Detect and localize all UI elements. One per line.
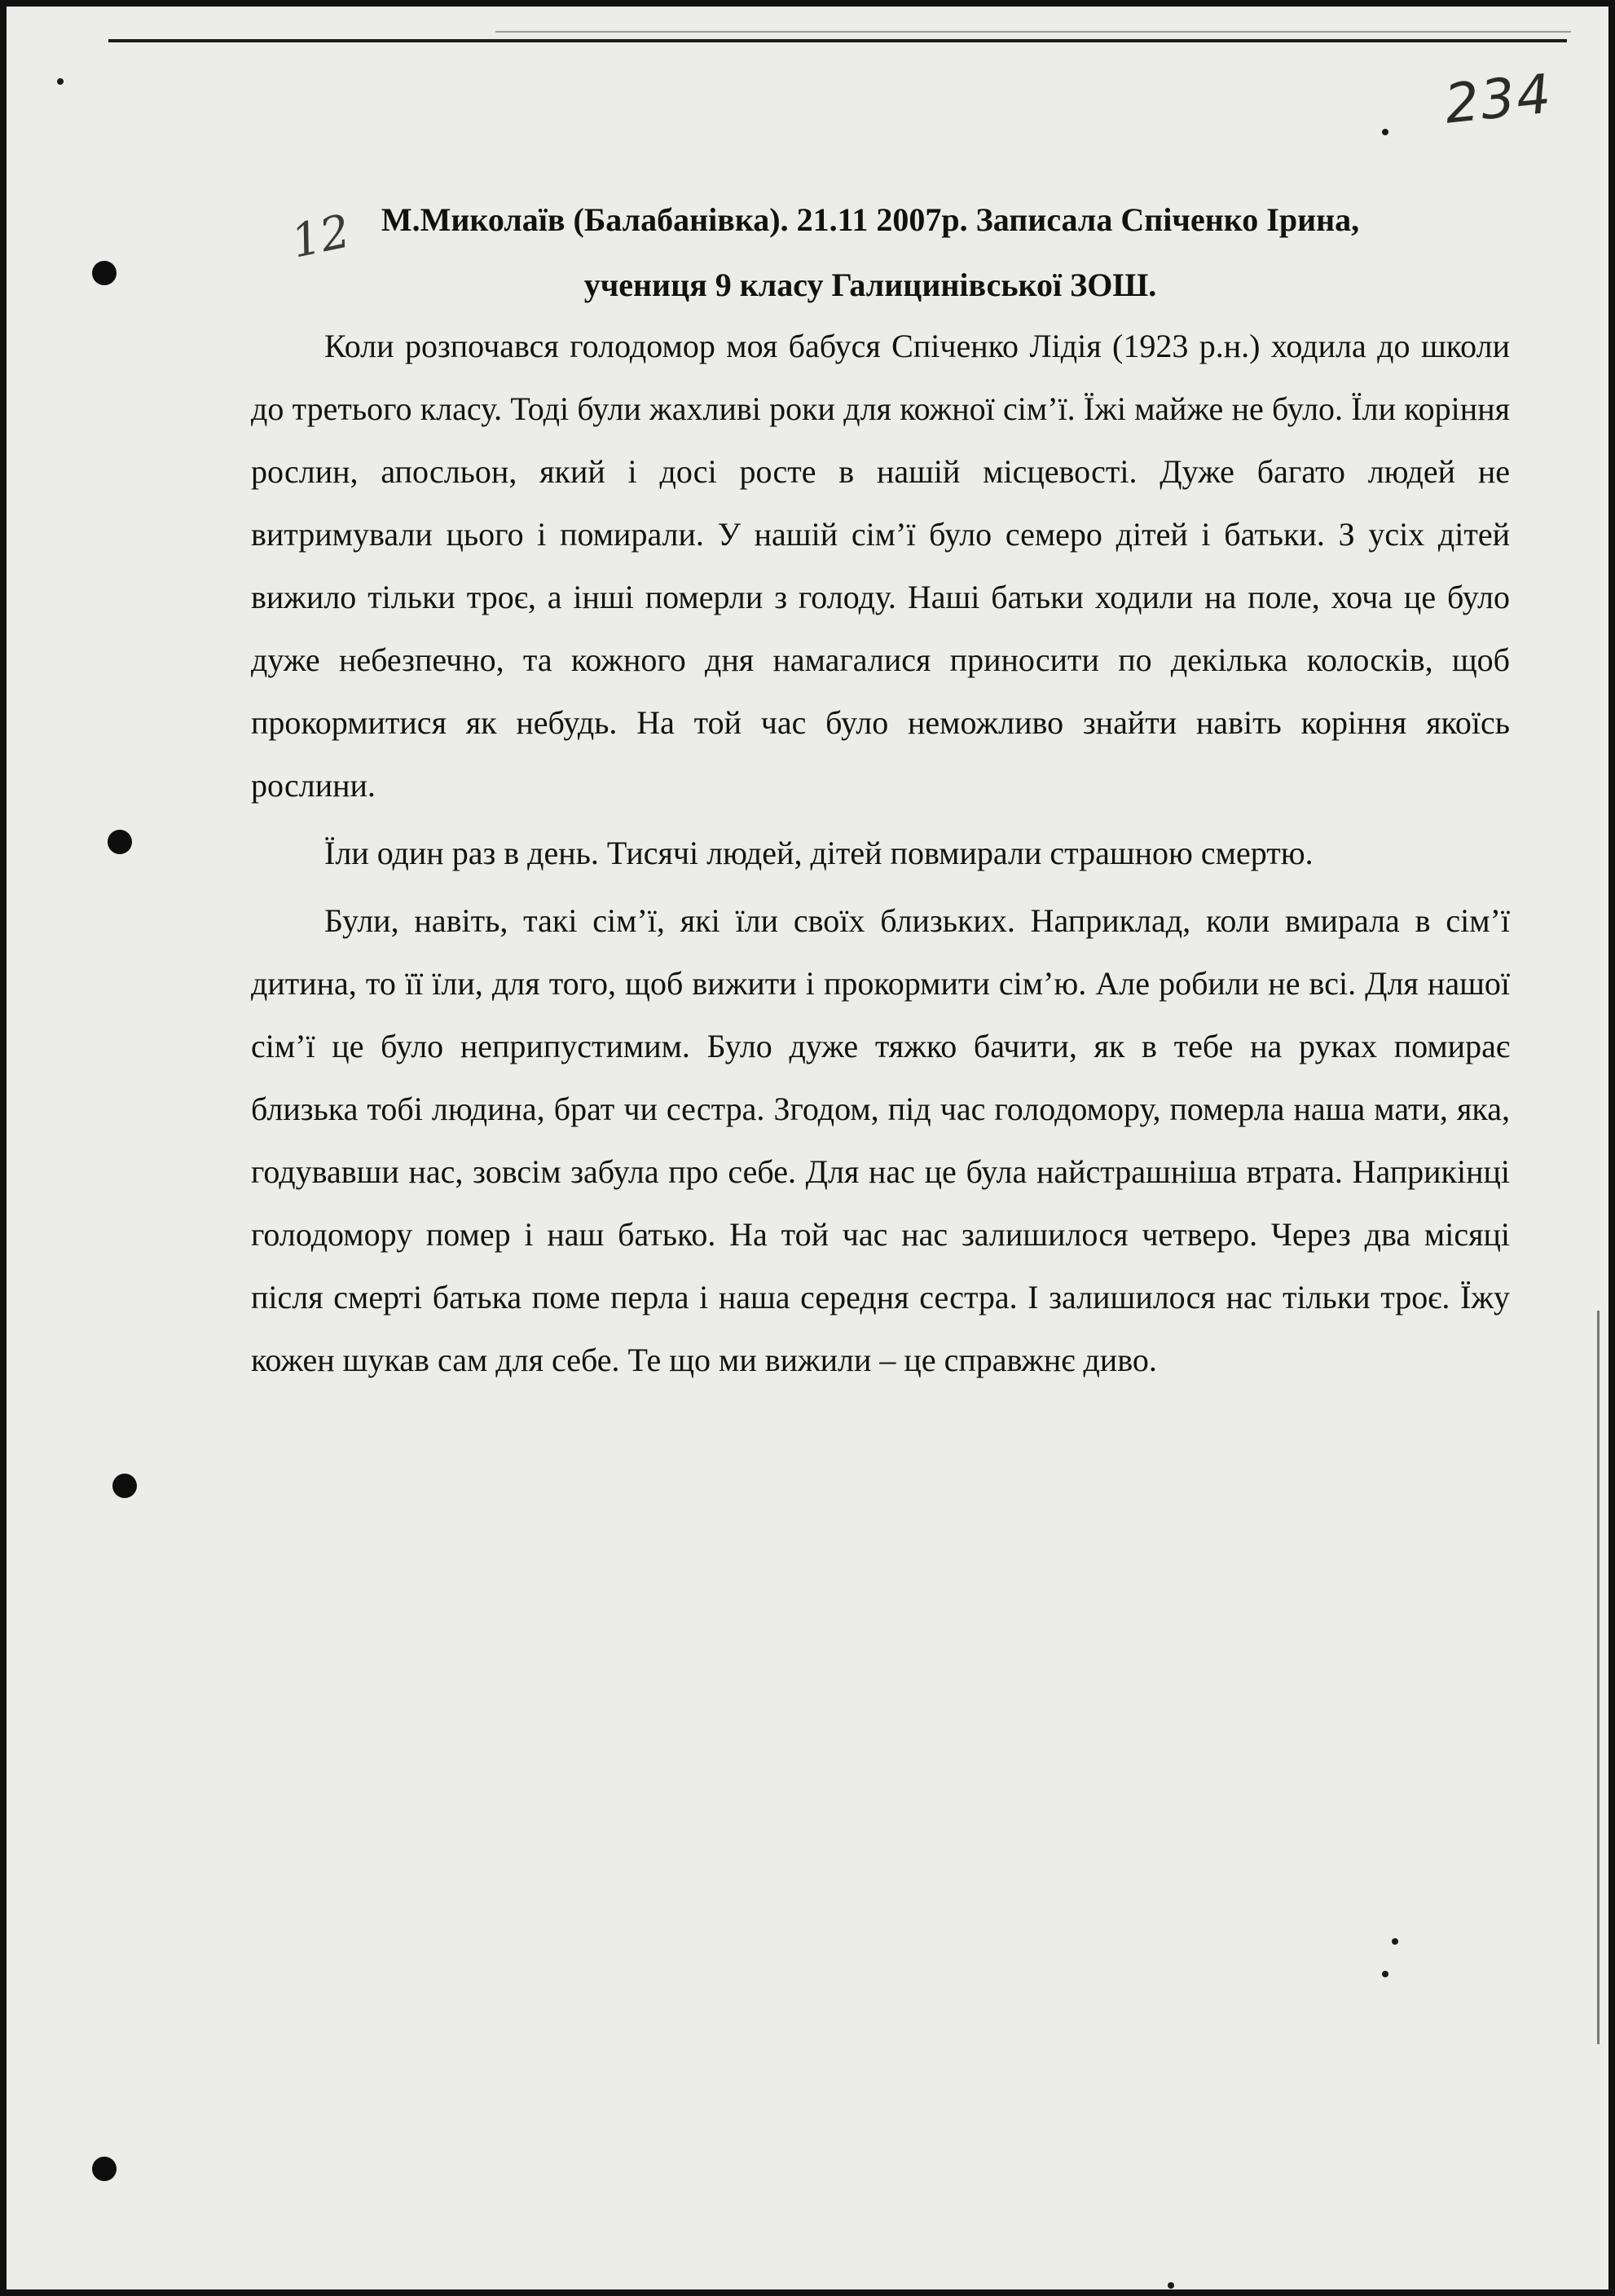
scan-speck [1382, 129, 1388, 135]
document-body [251, 315, 1510, 1391]
punch-hole [92, 2157, 117, 2181]
punch-hole [108, 830, 132, 854]
heading-line-2: учениця 9 класу Галицинівської ЗОШ. [583, 267, 1157, 303]
scan-speck [57, 78, 64, 85]
punch-hole [112, 1474, 137, 1498]
paragraph-3: Були, навіть, такі сім’ї, які їли своїх близьких. Наприклад, коли вмирала в сім’ї дитина, то її їли, для того, щоб вижити і прокормити сім’ю. Але робили не всі. Для нашої сім’ї це було неприпустимим. Було дуже тяжко бачити, як в тебе на руках помирає близька тобі людина, брат чи сестра. Згодом, під час голодомору, померла наша мати, яка, годувавши нас, зовсім забула про себе. Для нас це була найстрашніша втрата. Наприкінці голодомору помер і наш батько. На той час нас залишилося четверо. Через два місяці після смерті батька поме перла і наша середня сестра. І залишилося нас тільки троє. Їжу кожен шукав сам для себе. Те що ми вижили – це справжнє диво. [251, 902, 1510, 1378]
paragraph-1: Коли розпочався голодомор моя бабуся Спіченко Лідія (1923 р.н.) ходила до школи до третього класу. Тоді були жахливі роки для кожної сім’ї. Їжі майже не було. Їли коріння рослин, апосльон, який і досі росте в нашій місцевості. Дуже багато людей не витримували цього і помирали. У нашій сім’ї було семеро дітей і батьки. З усіх дітей вижило тільки троє, а інші померли з голоду. Наші батьки ходили на поле, хоча це було дуже небезпечно, та кожного дня намагалися приносити по декілька колосків, щоб прокормитися як небудь. На той час було неможливо знайти навіть коріння якоїсь рослини. [251, 328, 1510, 804]
handwritten-margin-note: 12 [287, 205, 355, 269]
scan-speck [1382, 1971, 1388, 1977]
top-border-line [108, 39, 1567, 42]
scan-edge-line [495, 31, 1571, 33]
heading-line-1: М.Миколаїв (Балабанівка). 21.11 2007р. Записала Спіченко Ірина, [381, 201, 1360, 238]
paragraph-2: Їли один раз в день. Тисячі людей, дітей повмирали страшною смертю. [324, 835, 1314, 871]
document-heading [251, 187, 1490, 318]
right-edge-line [1597, 1311, 1600, 2044]
punch-hole [92, 261, 117, 285]
scan-speck [1168, 2282, 1174, 2289]
scan-speck [1392, 1938, 1398, 1945]
handwritten-page-number: 234 [1441, 62, 1556, 136]
